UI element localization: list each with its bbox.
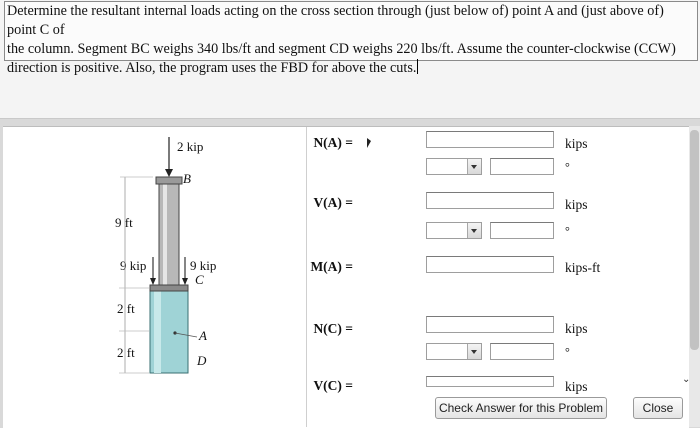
- na-direction-dropdown[interactable]: [426, 158, 482, 175]
- vc-label: V(C) =: [313, 378, 353, 393]
- chevron-down-icon[interactable]: ⌄: [682, 374, 691, 385]
- column-segment-bc: [159, 183, 179, 291]
- mouse-cursor-icon: [367, 138, 371, 148]
- problem-line-3: [7, 59, 695, 78]
- point-b-label: B: [183, 171, 191, 186]
- na-angle-input[interactable]: [490, 158, 554, 175]
- problem-line-1: Determine the resultant internal loads acting on the cross section through (just below of) point A and (just above of) point C of: [7, 3, 664, 38]
- right-load-arrowhead: [182, 278, 188, 285]
- vc-unit: kips: [565, 379, 588, 394]
- point-a-label: A: [199, 328, 207, 343]
- va-label: V(A) =: [313, 195, 353, 210]
- na-label: N(A) =: [313, 135, 353, 150]
- answer-panel: [3, 126, 689, 428]
- top-load-label: 2 kip: [177, 139, 204, 154]
- scrollbar-thumb[interactable]: [690, 130, 699, 350]
- nc-degree-symbol: °: [565, 345, 570, 359]
- panel-scrollbar[interactable]: [689, 126, 700, 427]
- point-c-label: C: [195, 272, 204, 287]
- na-value-input[interactable]: [426, 131, 554, 148]
- nc-label: N(C) =: [313, 321, 353, 336]
- va-angle-input[interactable]: [490, 222, 554, 239]
- ma-value-input[interactable]: [426, 256, 554, 273]
- va-degree-symbol: °: [565, 224, 570, 238]
- na-unit: kips: [565, 136, 588, 151]
- dimension-2ft-a-label: 2 ft: [117, 301, 135, 316]
- left-load-label: 9 kip: [120, 258, 147, 273]
- column-diagram: [3, 127, 306, 427]
- text-caret: [417, 59, 418, 74]
- left-load-arrowhead: [150, 278, 156, 285]
- column-figure: [3, 127, 307, 427]
- ma-label: M(A) =: [310, 259, 353, 274]
- column-cap: [156, 177, 182, 184]
- dropdown-arrow-icon[interactable]: [467, 344, 481, 359]
- column-bc-highlight: [163, 183, 167, 291]
- problem-text-box[interactable]: [4, 1, 698, 76]
- na-degree-symbol: °: [565, 160, 570, 174]
- nc-direction-dropdown[interactable]: [426, 343, 482, 360]
- va-unit: kips: [565, 197, 588, 212]
- vc-value-input[interactable]: [426, 376, 554, 387]
- close-button[interactable]: Close: [633, 397, 683, 419]
- ma-unit: kips-ft: [565, 260, 601, 275]
- column-bracket: [150, 285, 188, 291]
- right-load-label: 9 kip: [190, 258, 217, 273]
- point-d-label: D: [197, 353, 207, 368]
- column-cd-highlight: [154, 291, 161, 373]
- va-value-input[interactable]: [426, 192, 554, 209]
- problem-statement-area: [0, 0, 700, 119]
- top-load-arrowhead: [165, 169, 173, 177]
- nc-unit: kips: [565, 321, 588, 336]
- check-answer-button[interactable]: Check Answer for this Problem: [435, 397, 607, 419]
- problem-line-3-text: direction is positive. Also, the program uses the FBD for above the cuts.: [7, 60, 417, 76]
- nc-value-input[interactable]: [426, 316, 554, 333]
- nc-angle-input[interactable]: [490, 343, 554, 360]
- va-direction-dropdown[interactable]: [426, 222, 482, 239]
- dimension-2ft-b-label: 2 ft: [117, 345, 135, 360]
- dimension-9ft-label: 9 ft: [115, 215, 133, 230]
- dropdown-arrow-icon[interactable]: [467, 159, 481, 174]
- problem-line-2: the column. Segment BC weighs 340 lbs/ft and segment CD weighs 220 lbs/ft. Assume the counter-clockwise (CCW): [7, 41, 676, 57]
- dropdown-arrow-icon[interactable]: [467, 223, 481, 238]
